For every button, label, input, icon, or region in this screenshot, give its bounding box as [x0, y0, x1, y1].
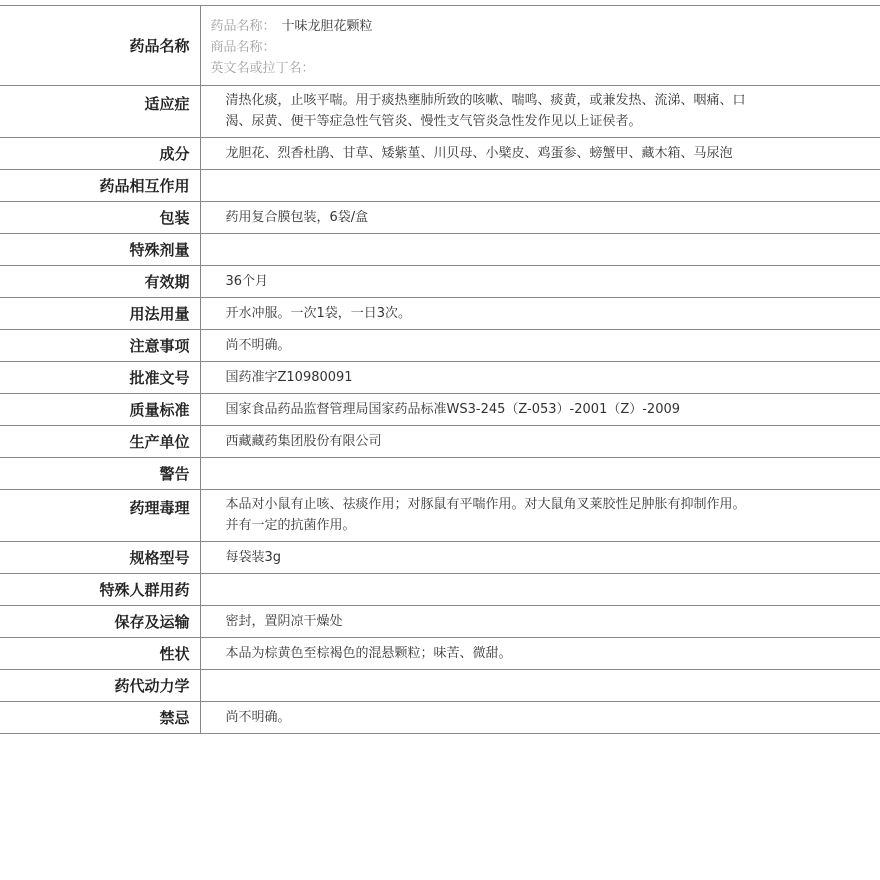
row-indications	[0, 86, 880, 138]
row-label: 保存及运输	[0, 606, 200, 638]
drug-name-block	[200, 6, 880, 86]
row-value: 西藏藏药集团股份有限公司	[225, 434, 382, 449]
row-appearance	[0, 638, 880, 670]
row-value: 国家食品药品监督管理局国家药品标准WS3-245（Z-053）-2001（Z）-2009	[225, 402, 681, 417]
row-value: 每袋装3g	[225, 550, 282, 565]
row-value: 密封，置阴凉干燥处	[225, 614, 343, 629]
drug-info-table	[0, 5, 880, 734]
row-value: 清热化痰，止咳平喘。用于痰热壅肺所致的咳嗽、喘鸣、痰黄，或兼发热、流涕、咽痛、口 渴、尿黄、便干等症急性气管炎、慢性支气管炎急性发作见以上证侯者。	[225, 93, 746, 129]
row-dosage	[0, 298, 880, 330]
row-drug-name	[0, 6, 880, 86]
row-label: 药理毒理	[0, 490, 200, 542]
row-value	[200, 234, 880, 266]
row-label: 规格型号	[0, 542, 200, 574]
generic-name-line	[211, 16, 880, 37]
row-value: 开水冲服。一次1袋，一日3次。	[225, 306, 412, 321]
row-label: 药品相互作用	[0, 170, 200, 202]
trade-name-line	[211, 37, 880, 58]
row-precautions	[0, 330, 880, 362]
row-label: 包装	[0, 202, 200, 234]
row-label: 质量标准	[0, 394, 200, 426]
row-value: 36个月	[225, 274, 269, 289]
row-label: 注意事项	[0, 330, 200, 362]
row-pharmacokinetics	[0, 670, 880, 702]
row-ingredients	[0, 138, 880, 170]
row-value: 尚不明确。	[225, 710, 291, 725]
row-value: 本品为棕黄色至棕褐色的混悬颗粒；味苦、微甜。	[225, 646, 512, 661]
row-label: 批准文号	[0, 362, 200, 394]
row-special-populations	[0, 574, 880, 606]
row-value	[200, 458, 880, 490]
row-label: 性状	[0, 638, 200, 670]
latin-name-key: 英文名或拉丁名：	[210, 61, 315, 76]
row-value: 本品对小鼠有止咳、祛痰作用；对豚鼠有平喘作用。对大鼠角叉莱胶性足肿胀有抑制作用。 并有一定的抗菌作用。	[225, 497, 746, 533]
row-approval-number	[0, 362, 880, 394]
latin-name-line	[211, 58, 880, 79]
row-value	[200, 670, 880, 702]
row-manufacturer	[0, 426, 880, 458]
row-label: 成分	[0, 138, 200, 170]
row-quality-standard	[0, 394, 880, 426]
row-label: 药代动力学	[0, 670, 200, 702]
row-label: 有效期	[0, 266, 200, 298]
row-value: 药用复合膜包装，6袋/盒	[225, 210, 369, 225]
generic-name-value: 十味龙胆花颗粒	[281, 19, 373, 34]
trade-name-key: 商品名称：	[210, 40, 276, 55]
row-value	[200, 170, 880, 202]
row-label: 特殊人群用药	[0, 574, 200, 606]
row-value: 尚不明确。	[225, 338, 291, 353]
row-interactions	[0, 170, 880, 202]
row-value: 国药准字Z10980091	[225, 370, 353, 385]
row-warning	[0, 458, 880, 490]
row-label: 生产单位	[0, 426, 200, 458]
row-special-dosage	[0, 234, 880, 266]
row-storage	[0, 606, 880, 638]
row-value	[200, 574, 880, 606]
row-label: 禁忌	[0, 702, 200, 734]
row-label: 适应症	[0, 86, 200, 138]
row-pharmacology	[0, 490, 880, 542]
row-shelf-life	[0, 266, 880, 298]
row-contraindications	[0, 702, 880, 734]
row-label: 警告	[0, 458, 200, 490]
row-label: 用法用量	[0, 298, 200, 330]
row-specification	[0, 542, 880, 574]
row-label: 药品名称	[0, 6, 200, 86]
row-packaging	[0, 202, 880, 234]
row-label: 特殊剂量	[0, 234, 200, 266]
row-value: 龙胆花、烈香杜鹃、甘草、矮紫堇、川贝母、小檗皮、鸡蛋参、螃蟹甲、藏木箱、马尿泡	[225, 146, 733, 161]
generic-name-key: 药品名称：	[210, 19, 276, 34]
